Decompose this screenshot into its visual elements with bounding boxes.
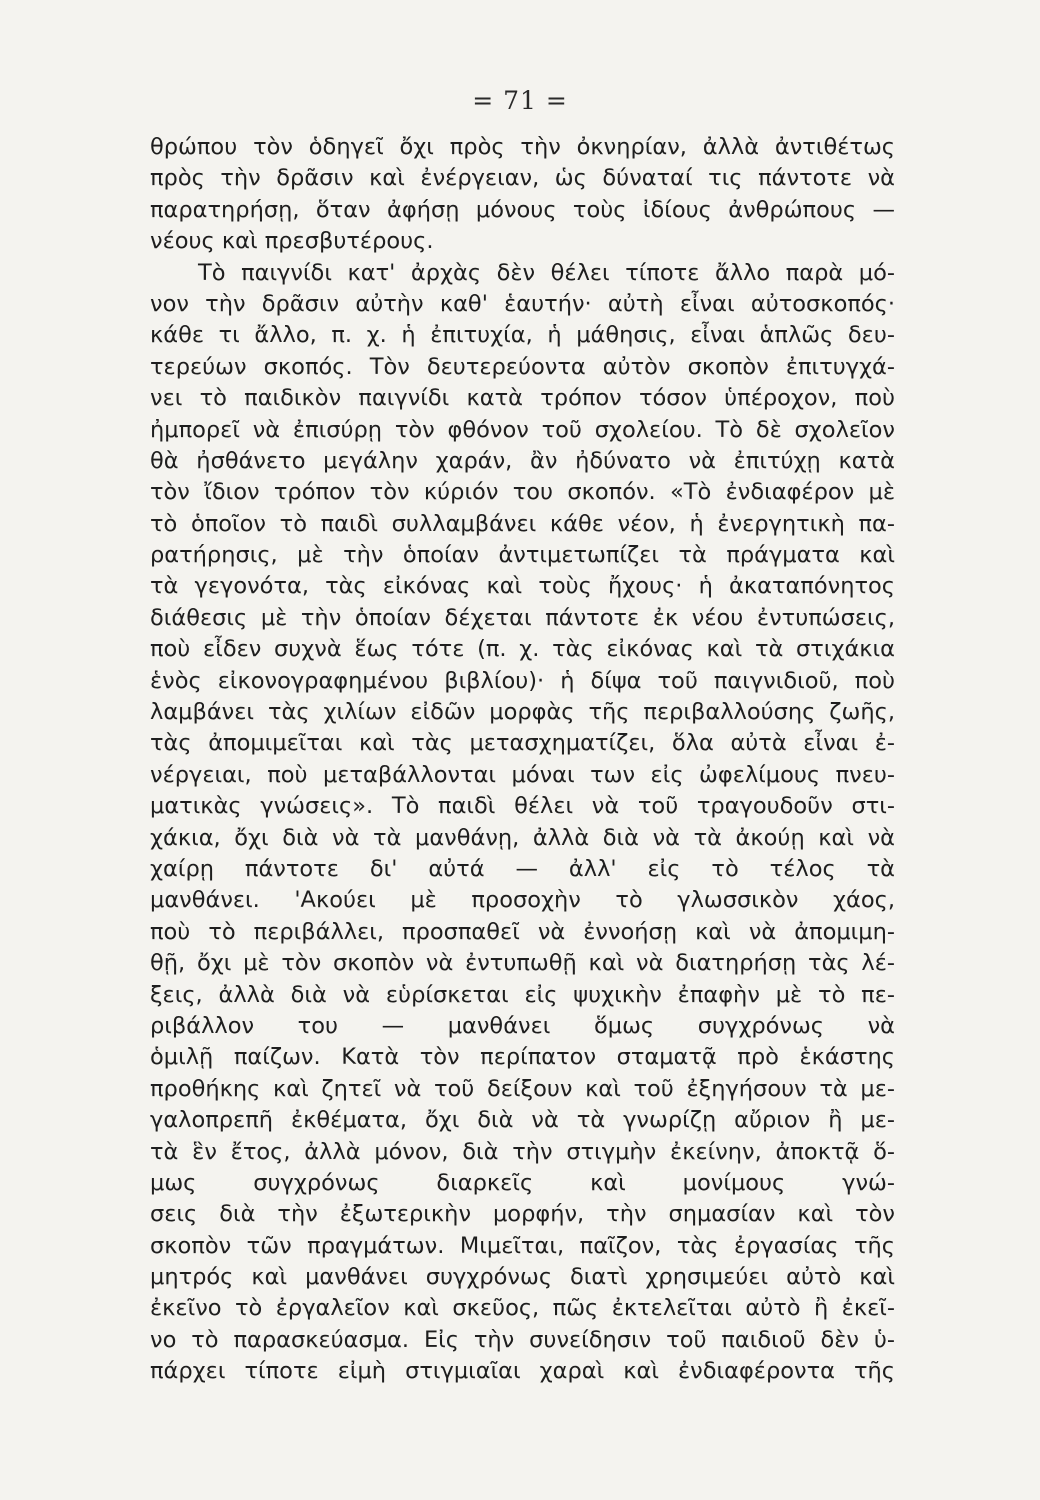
text-line: νει τὸ παιδικὸν παιγνίδι κατὰ τρόπον τόσον ὑπέροχον, ποὺ (150, 385, 895, 412)
text-line: ἠμπορεῖ νὰ ἐπισύρῃ τὸν φθόνον τοῦ σχολείου. Τὸ δὲ σχολεῖον (150, 416, 895, 443)
text-line: τὰ ἓν ἔτος, ἀλλὰ μόνον, διὰ τὴν στιγμὴν ἐκείνην, ἀποκτᾷ ὅ- (150, 1138, 895, 1165)
text-line: λαμβάνει τὰς χιλίων εἰδῶν μορφὰς τῆς περιβαλλούσης ζωῆς, (150, 699, 895, 726)
text-line: παρατηρήσῃ, ὅταν ἀφήσῃ μόνους τοὺς ἰδίους ἀνθρώπους — (150, 196, 895, 223)
page-number: = 71 = (472, 86, 568, 115)
text-line: θῇ, ὄχι μὲ τὸν σκοπὸν νὰ ἐντυπωθῇ καὶ νὰ διατηρήσῃ τὰς λέ- (150, 950, 895, 977)
text-line: νο τὸ παρασκεύασμα. Εἰς τὴν συνείδησιν τοῦ παιδιοῦ δὲν ὑ- (150, 1326, 895, 1353)
text-line-paragraph-start: Τὸ παιγνίδι κατ' ἀρχὰς δὲν θέλει τίποτε ἄλλο παρὰ μό- (198, 259, 895, 286)
text-line: ποὺ εἶδεν συχνὰ ἕως τότε (π. χ. τὰς εἰκόνας καὶ τὰ στιχάκια (150, 636, 895, 663)
text-line: θὰ ἠσθάνετο μεγάλην χαράν, ἂν ἠδύνατο νὰ ἐπιτύχῃ κατὰ (150, 447, 895, 474)
text-line-spaced: μως συγχρόνως διαρκεῖς καὶ μονίμους γνώ- (150, 1169, 895, 1196)
text-line: θρώπου τὸν ὁδηγεῖ ὄχι πρὸς τὴν ὀκνηρίαν, ἀλλὰ ἀντιθέτως (150, 134, 895, 160)
text-line: ἐκεῖνο τὸ ἐργαλεῖον καὶ σκεῦος, πῶς ἐκτελεῖται αὐτὸ ἢ ἐκεῖ- (150, 1295, 895, 1322)
text-line: τὸ ὁποῖον τὸ παιδὶ συλλαμβάνει κάθε νέον, ἡ ἐνεργητικὴ πα- (150, 510, 895, 537)
text-line: τερεύων σκοπός. Τὸν δευτερεύοντα αὐτὸν σκοπὸν ἐπιτυγχά- (150, 353, 895, 380)
text-line: χάκια, ὄχι διὰ νὰ τὰ μανθάνῃ, ἀλλὰ διὰ νὰ τὰ ἀκούῃ καὶ νὰ (150, 824, 895, 851)
text-line: κάθε τι ἄλλο, π. χ. ἡ ἐπιτυχία, ἡ μάθησις, εἶναι ἁπλῶς δευ- (150, 322, 895, 349)
text-line: νον τὴν δρᾶσιν αὐτὴν καθ' ἑαυτήν· αὐτὴ εἶναι αὐτοσκοπός· (150, 290, 895, 317)
text-line-spaced: χαίρῃ πάντοτε δι' αὐτά — ἀλλ' εἰς τὸ τέλος τὰ (150, 855, 895, 882)
text-line: προθήκης καὶ ζητεῖ νὰ τοῦ δείξουν καὶ τοῦ ἐξηγήσουν τὰ με- (150, 1075, 895, 1102)
text-line: τὸν ἴδιον τρόπον τὸν κύριόν του σκοπόν. «Τὸ ἐνδιαφέρον μὲ (150, 479, 895, 506)
text-line: ποὺ τὸ περιβάλλει, προσπαθεῖ νὰ ἐννοήσῃ καὶ νὰ ἀπομιμη- (150, 918, 895, 945)
text-line: νέους καὶ πρεσβυτέρους. (150, 228, 434, 255)
text-line: ἑνὸς εἰκονογραφημένου βιβλίου)· ἡ δίψα τοῦ παιγνιδιοῦ, ποὺ (150, 667, 895, 694)
text-line: νέργειαι, ποὺ μεταβάλλονται μόναι των εἰς ὠφελίμους πνευ- (150, 761, 895, 788)
text-line: πρὸς τὴν δρᾶσιν καὶ ἐνέργειαν, ὡς δύναταί τις πάντοτε νὰ (150, 165, 895, 192)
text-line-spaced: μανθάνει. 'Ακούει μὲ προσοχὴν τὸ γλωσσικὸν χάος, (150, 887, 895, 914)
text-line: σκοπὸν τῶν πραγμάτων. Μιμεῖται, παῖζον, τὰς ἐργασίας τῆς (150, 1232, 895, 1259)
text-line: ὁμιλῇ παίζων. Κατὰ τὸν περίπατον σταματᾷ πρὸ ἑκάστης (150, 1044, 895, 1071)
text-line: ρατήρησις, μὲ τὴν ὁποίαν ἀντιμετωπίζει τὰ πράγματα καὶ (150, 542, 895, 569)
text-line: σεις διὰ τὴν ἐξωτερικὴν μορφήν, τὴν σημασίαν καὶ τὸν (150, 1201, 895, 1228)
text-line-spaced: ριβάλλον του — μανθάνει ὅμως συγχρόνως νὰ (150, 1012, 895, 1039)
text-line: ξεις, ἀλλὰ διὰ νὰ εὑρίσκεται εἰς ψυχικὴν ἐπαφὴν μὲ τὸ πε- (150, 981, 895, 1008)
text-line: διάθεσις μὲ τὴν ὁποίαν δέχεται πάντοτε ἐκ νέου ἐντυπώσεις, (150, 604, 895, 631)
text-line: τὰ γεγονότα, τὰς εἰκόνας καὶ τοὺς ἤχους· ἡ ἀκαταπόνητος (150, 573, 895, 600)
text-line: μητρός καὶ μανθάνει συγχρόνως διατὶ χρησιμεύει αὐτὸ καὶ (150, 1264, 895, 1291)
text-line: γαλοπρεπῆ ἐκθέματα, ὄχι διὰ νὰ τὰ γνωρίζῃ αὔριον ἢ με- (150, 1107, 895, 1134)
text-line: πάρχει τίποτε εἰμὴ στιγμιαῖαι χαραὶ καὶ ἐνδιαφέροντα τῆς (150, 1358, 895, 1385)
text-line: τὰς ἀπομιμεῖται καὶ τὰς μετασχηματίζει, ὅλα αὐτὰ εἶναι ἐ- (150, 730, 895, 757)
text-line: ματικὰς γνώσεις». Τὸ παιδὶ θέλει νὰ τοῦ τραγουδοῦν στι- (150, 793, 895, 820)
body-text (150, 132, 895, 1388)
